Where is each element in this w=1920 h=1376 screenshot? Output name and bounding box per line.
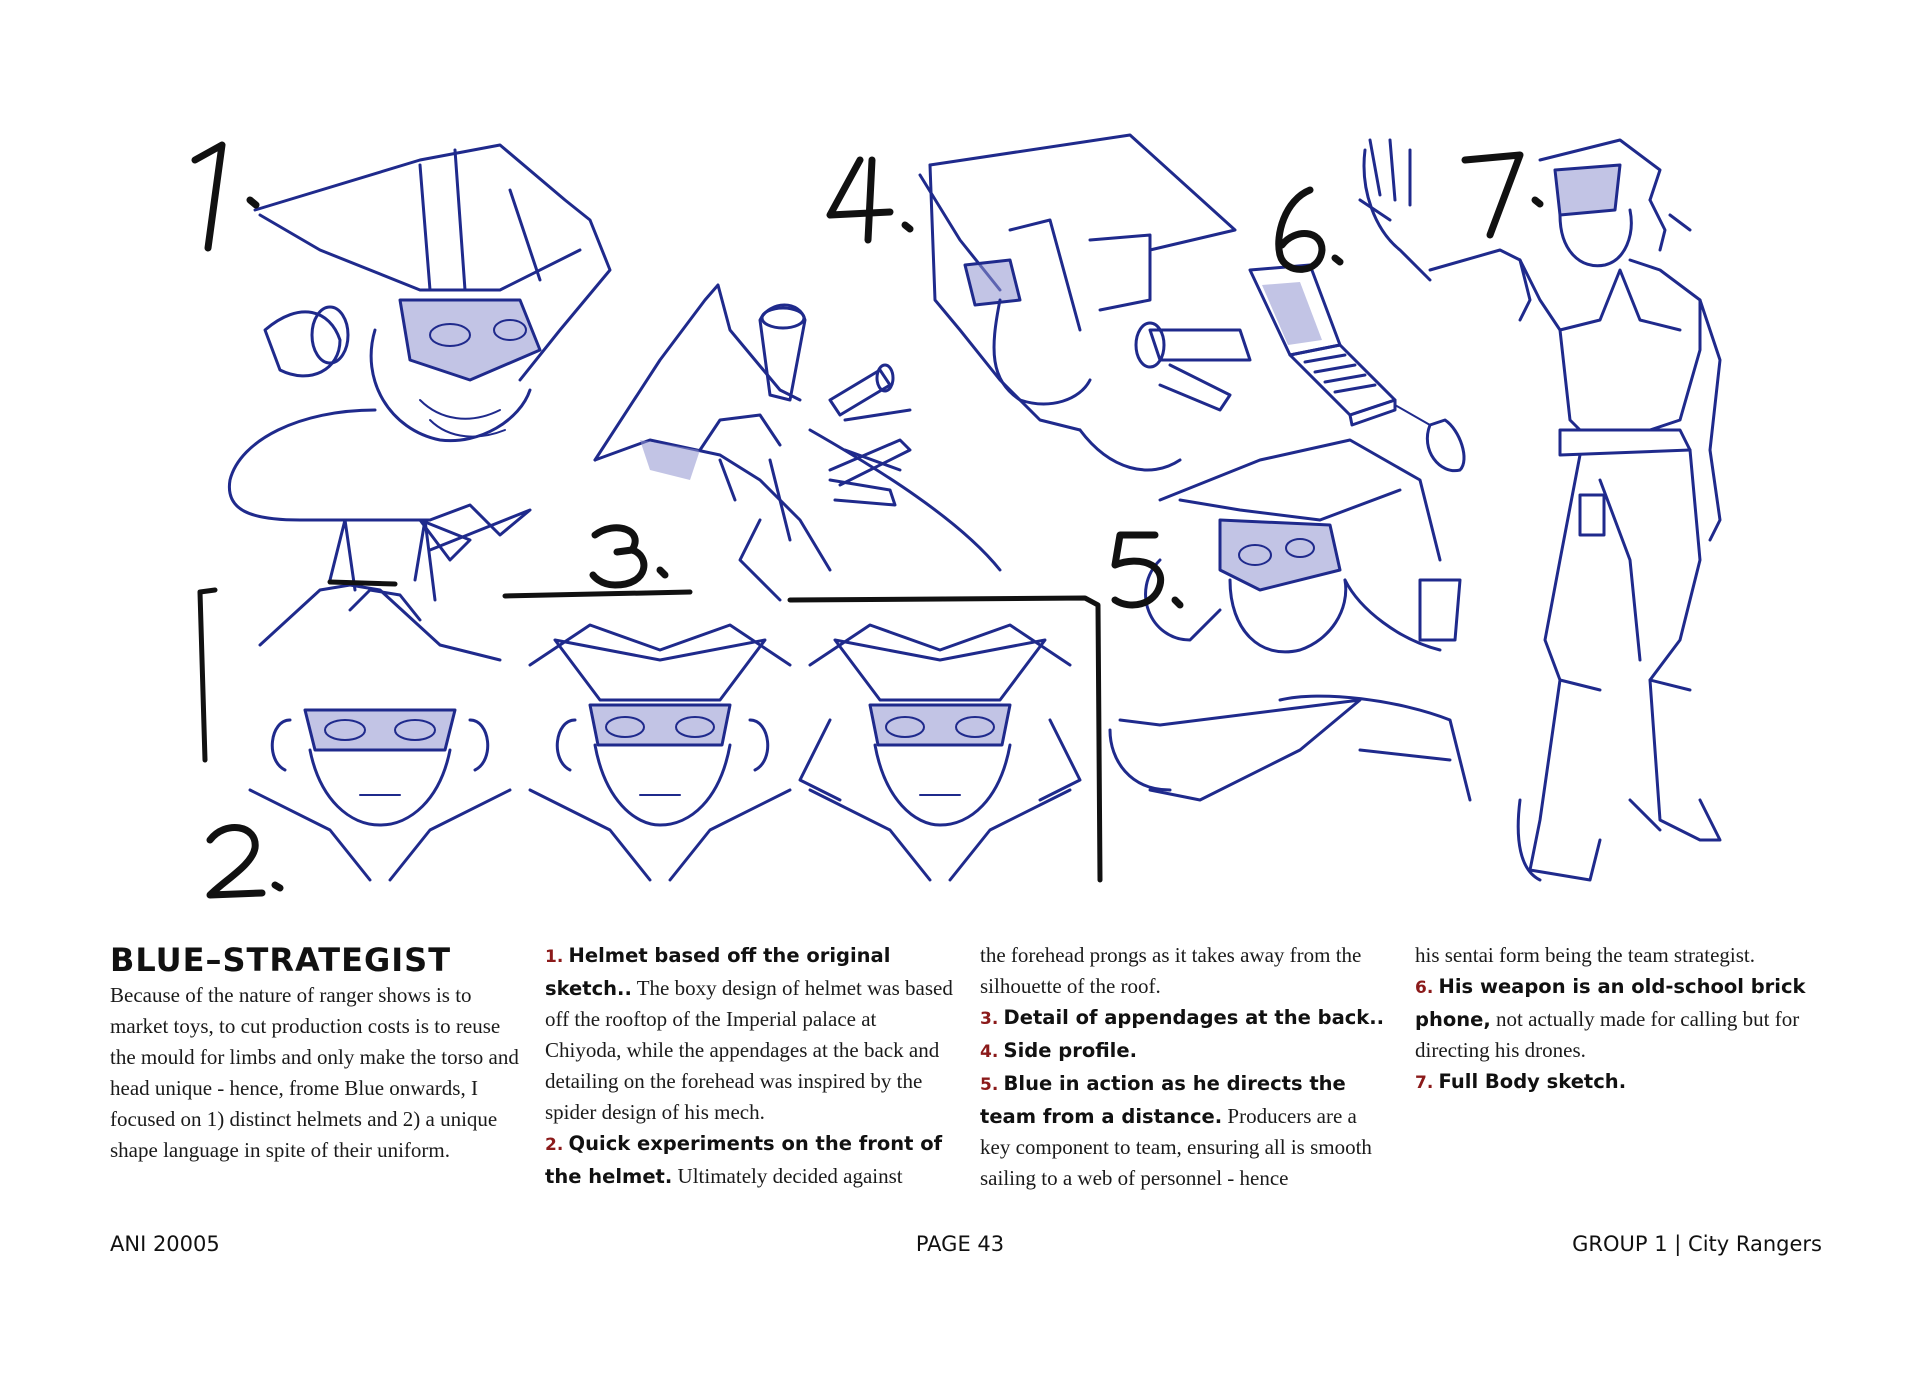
helmet-variant-1 bbox=[250, 520, 510, 880]
note-heading: Side profile. bbox=[1003, 1039, 1137, 1062]
note-heading: Quick experiments on the front of the helmet. bbox=[545, 1132, 943, 1188]
note-number: 6. bbox=[1415, 978, 1434, 998]
note-number: 7. bbox=[1415, 1073, 1434, 1093]
note-3 bbox=[980, 1002, 1390, 1035]
footer-page-number: PAGE 43 bbox=[915, 1232, 1005, 1256]
note-number: 1. bbox=[545, 947, 564, 967]
note-6 bbox=[1415, 971, 1830, 1066]
label-6 bbox=[1279, 190, 1340, 269]
label-7 bbox=[1465, 155, 1540, 235]
sketch-7-full-body bbox=[1360, 140, 1720, 880]
notes-column-2 bbox=[980, 940, 1390, 1194]
note-heading: Blue in action as he directs the team from a distance. bbox=[980, 1072, 1346, 1128]
note-number: 3. bbox=[980, 1009, 999, 1029]
note-heading: His weapon is an old-school brick phone, bbox=[1415, 975, 1806, 1031]
notes-column-3 bbox=[1415, 940, 1830, 1099]
label-4 bbox=[830, 160, 910, 240]
helmet-variant-2 bbox=[530, 625, 790, 880]
footer-course-code: ANI 20005 bbox=[110, 1232, 220, 1256]
note-body: The boxy design of helmet was based off the rooftop of the Imperial palace at Chiyoda, while the appendages at the back and detailing on the forehead was inspired by the spider design of his mech. bbox=[545, 976, 953, 1124]
sketch-1-helmet-head bbox=[229, 145, 610, 560]
sketch-5-action-pose bbox=[1110, 440, 1470, 800]
note-7 bbox=[1415, 1066, 1830, 1099]
note-number: 4. bbox=[980, 1042, 999, 1062]
note-5-continued: his sentai form being the team strategist. bbox=[1415, 943, 1755, 967]
note-number: 5. bbox=[980, 1075, 999, 1095]
note-body: Ultimately decided against bbox=[672, 1164, 903, 1188]
sketch-4-side-profile bbox=[920, 135, 1250, 470]
page-title: BLUE–STRATEGIST bbox=[110, 941, 452, 979]
note-heading: Detail of appendages at the back.. bbox=[1003, 1006, 1385, 1029]
note-body: not actually made for calling but for directing his drones. bbox=[1415, 1007, 1800, 1062]
note-number: 2. bbox=[545, 1135, 564, 1155]
note-1 bbox=[545, 940, 955, 1128]
label-2 bbox=[210, 828, 280, 895]
note-heading: Full Body sketch. bbox=[1438, 1070, 1627, 1093]
intro-column bbox=[110, 940, 520, 1166]
sketch-6-brick-phone bbox=[1250, 265, 1464, 471]
text-area bbox=[110, 940, 1830, 1210]
note-4 bbox=[980, 1035, 1390, 1068]
footer-group-name: GROUP 1 | City Rangers bbox=[1572, 1232, 1822, 1256]
note-heading: Helmet based off the original sketch.. bbox=[545, 944, 891, 1000]
label-1 bbox=[195, 145, 256, 248]
note-2 bbox=[545, 1128, 955, 1192]
note-5 bbox=[980, 1068, 1390, 1194]
label-3 bbox=[593, 528, 665, 585]
sketch-3-back-appendages bbox=[595, 285, 1000, 600]
intro-paragraph: Because of the nature of ranger shows is to market toys, to cut production costs is to reuse the mould for limbs and only make the torso and head unique - hence, frome Blue onwards, I focused on 1) distinct helmets and 2) a unique shape language in spite of their uniform. bbox=[110, 983, 519, 1162]
helmet-variant-3 bbox=[800, 625, 1080, 880]
note-2-continued: the forehead prongs as it takes away from the silhouette of the roof. bbox=[980, 943, 1362, 998]
note-body: Producers are a key component to team, ensuring all is smooth sailing to a web of personnel - hence bbox=[980, 1104, 1372, 1190]
notes-column-1 bbox=[545, 940, 955, 1192]
label-5 bbox=[1115, 535, 1180, 605]
